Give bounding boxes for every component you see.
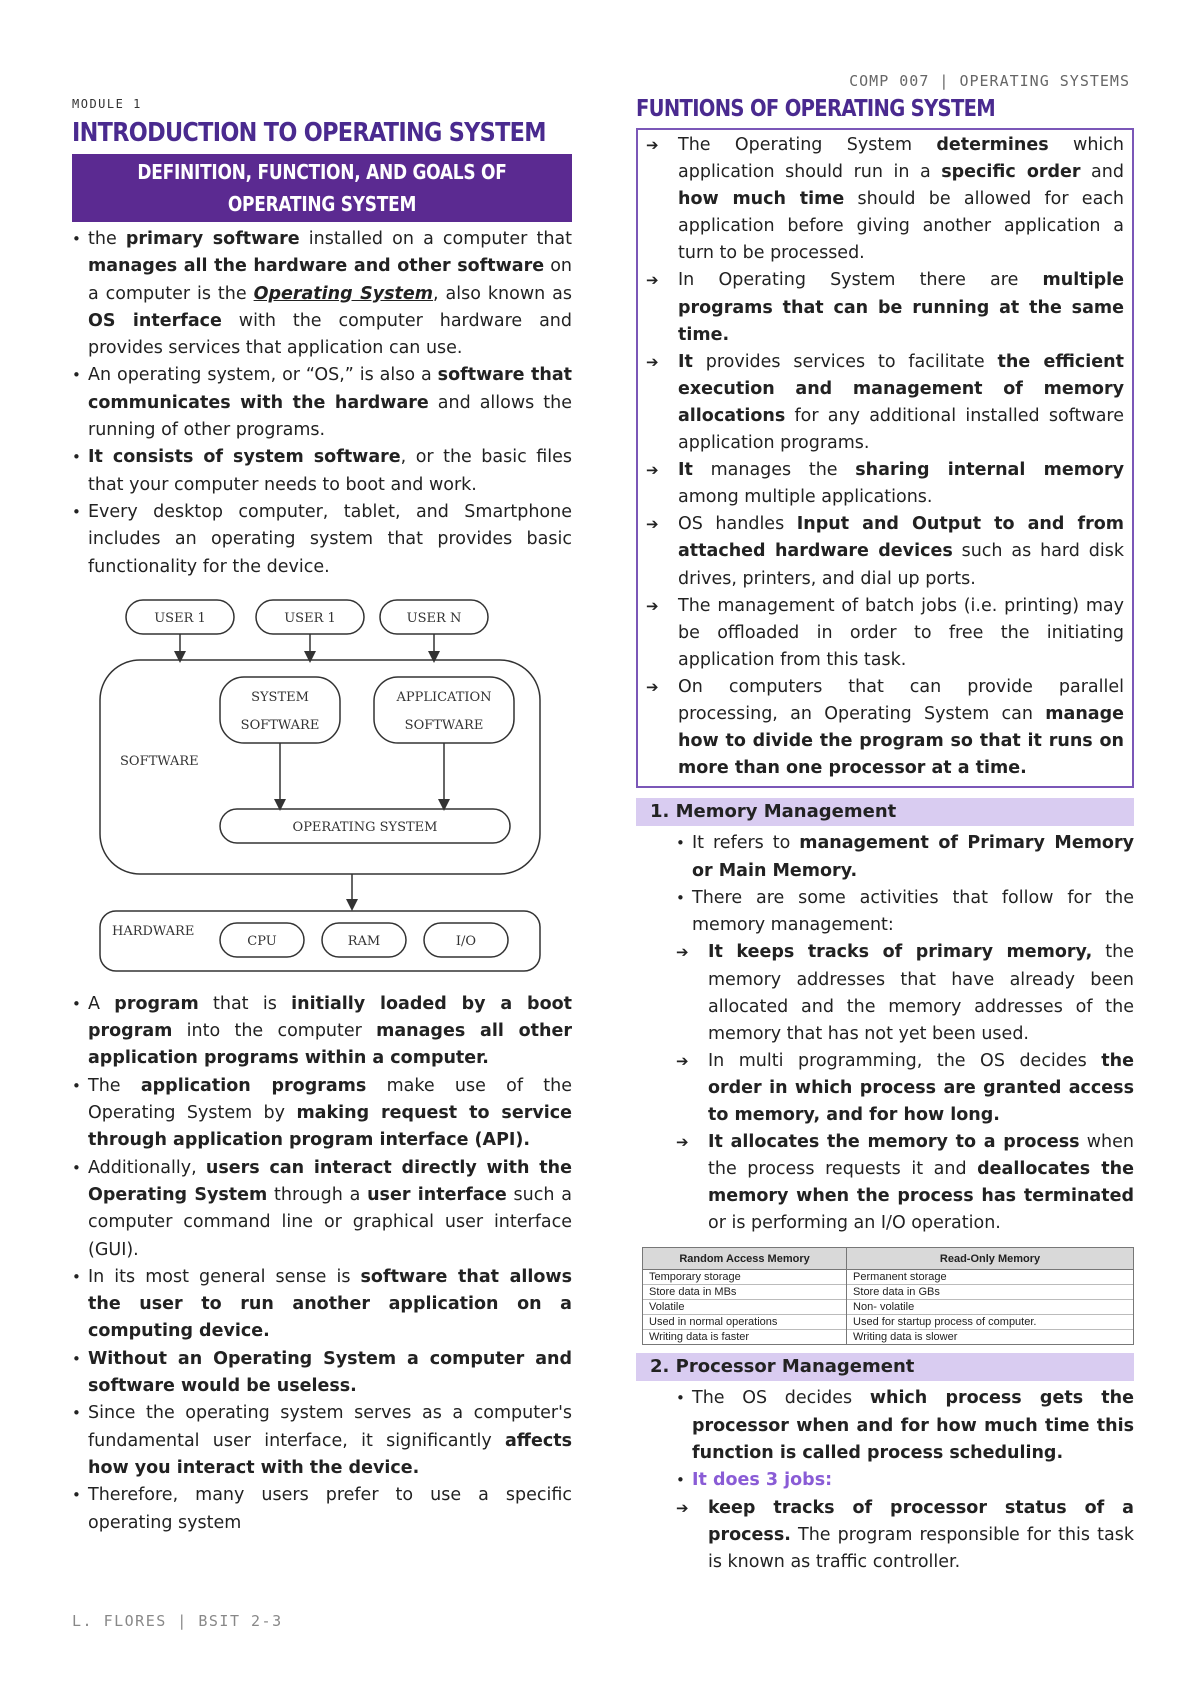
table-row (643, 1330, 1134, 1345)
jobs-label: It does 3 jobs: (692, 1470, 833, 1491)
list-item: • The application programs make use of the Operating System by making request to service through application program interface (API). (72, 1073, 572, 1155)
list-item: • Therefore, many users prefer to use a specific operating system (72, 1482, 572, 1537)
memory-list (636, 830, 1134, 939)
list-item: • Since the operating system serves as a computer's fundamental user interface, it significantly affects how you interact with the device. (72, 1400, 572, 1482)
list-item: ➔ In multi programming, the OS decides the order in which process are granted access to memory, and for how long. (676, 1048, 1134, 1129)
table-cell: Permanent storage (847, 1270, 1134, 1285)
hardware-label: HARDWARE (112, 923, 195, 939)
list-item: ➔ keep tracks of processor status of a process. The program responsible for this task is known as traffic controller. (676, 1495, 1134, 1576)
io-label: I/O (455, 933, 477, 949)
application-software-label: APPLICATION (396, 689, 492, 705)
processor-jobs-list (636, 1495, 1134, 1576)
memory-activities-list (636, 939, 1134, 1237)
right-column (636, 96, 1134, 1576)
functions-list (646, 132, 1124, 782)
ram-rom-table (642, 1247, 1134, 1345)
table-row (643, 1300, 1134, 1315)
software-label: SOFTWARE (120, 753, 199, 769)
table-cell: Store data in GBs (847, 1285, 1134, 1300)
list-item: • A program that is initially loaded by a boot program into the computer manages all other application programs within a computer. (72, 991, 572, 1073)
list-item: ➔ The management of batch jobs (i.e. printing) may be offloaded in order to free the initiating application from this task. (646, 593, 1124, 674)
list-item: • An operating system, or “OS,” is also a software that communicates with the hardware and allows the running of other programs. (72, 362, 572, 444)
table-cell: Used for startup process of computer. (847, 1315, 1134, 1330)
user-label: USER N (406, 610, 462, 626)
list-item: • Without an Operating System a computer and software would be useless. (72, 1346, 572, 1401)
table-cell: Temporary storage (643, 1270, 847, 1285)
list-item: ➔ It allocates the memory to a process when the process requests it and deallocates the memory when the process has terminated or is performing an I/O operation. (676, 1129, 1134, 1237)
footer-author: L. FLORES | BSIT 2-3 (72, 1612, 283, 1630)
functions-title: FUNTIONS OF OPERATING SYSTEM (636, 96, 996, 122)
list-item: ➔ It keeps tracks of primary memory, the memory addresses that have already been allocated and the memory addresses of the memory that has not yet been used. (676, 939, 1134, 1047)
list-item: • Additionally, users can interact directly with the Operating System through a user interface such a computer command line or graphical user interface (GUI). (72, 1155, 572, 1264)
list-item: • It consists of system software, or the basic files that your computer needs to boot and work. (72, 444, 572, 499)
list-item: • Every desktop computer, tablet, and Smartphone includes an operating system that provides basic functionality for the device. (72, 499, 572, 581)
table-cell: Writing data is slower (847, 1330, 1134, 1345)
left-column (72, 118, 572, 1537)
list-item: • It refers to management of Primary Memory or Main Memory. (676, 830, 1134, 885)
system-software-label: SYSTEM (251, 689, 309, 705)
list-item: • There are some activities that follow for the memory management: (676, 885, 1134, 940)
processor-list (636, 1385, 1134, 1494)
cpu-label: CPU (247, 933, 277, 949)
module-label: MODULE 1 (72, 97, 142, 111)
os-architecture-diagram (96, 595, 544, 973)
list-item: ➔ It manages the sharing internal memory among multiple applications. (646, 457, 1124, 511)
table-cell: Writing data is faster (643, 1330, 847, 1345)
application-software-label: SOFTWARE (404, 717, 484, 733)
list-item (676, 1467, 1134, 1494)
system-software-label: SOFTWARE (240, 717, 320, 733)
list-item: ➔ OS handles Input and Output to and from attached hardware devices such as hard disk drives, printers, and dial up ports. (646, 511, 1124, 592)
list-item: ➔ On computers that can provide parallel processing, an Operating System can manage how to divide the program so that it runs on more than one processor at a time. (646, 674, 1124, 782)
application-software-box (374, 677, 514, 743)
table-row (643, 1285, 1134, 1300)
processor-management-header: 2. Processor Management (636, 1353, 1134, 1381)
course-header: COMP 007 | OPERATING SYSTEMS (849, 72, 1130, 90)
table-cell: Used in normal operations (643, 1315, 847, 1330)
functions-box (636, 128, 1134, 788)
section-band: DEFINITION, FUNCTION, AND GOALS OF OPERATING SYSTEM (72, 154, 572, 222)
list-item: • the primary software installed on a computer that manages all the hardware and other software on a computer is the Operating System, also known as OS interface with the computer hardware and provides services that application can use. (72, 226, 572, 362)
list-item: ➔ The Operating System determines which application should run in a specific order and how much time should be allowed for each application before giving another application a turn to be processed. (646, 132, 1124, 267)
user-label: USER 1 (284, 610, 336, 626)
list-item: ➔ In Operating System there are multiple programs that can be running at the same time. (646, 267, 1124, 348)
table-cell: Store data in MBs (643, 1285, 847, 1300)
table-row (643, 1315, 1134, 1330)
memory-management-header: 1. Memory Management (636, 798, 1134, 826)
ram-label: RAM (347, 933, 381, 949)
table-header: Random Access Memory (643, 1248, 847, 1270)
table-row (643, 1270, 1134, 1285)
system-software-box (220, 677, 340, 743)
table-cell: Volatile (643, 1300, 847, 1315)
program-list (72, 991, 572, 1537)
list-item: • The OS decides which process gets the processor when and for how much time this function is called process scheduling. (676, 1385, 1134, 1467)
table-header: Read-Only Memory (847, 1248, 1134, 1270)
os-label: OPERATING SYSTEM (292, 819, 438, 835)
definition-list (72, 226, 572, 581)
list-item: • In its most general sense is software that allows the user to run another application on a computing device. (72, 1264, 572, 1346)
list-item: ➔ It provides services to facilitate the efficient execution and management of memory allocations for any additional installed software application programs. (646, 349, 1124, 457)
page-title: INTRODUCTION TO OPERATING SYSTEM (72, 118, 546, 148)
table-cell: Non- volatile (847, 1300, 1134, 1315)
user-label: USER 1 (154, 610, 206, 626)
